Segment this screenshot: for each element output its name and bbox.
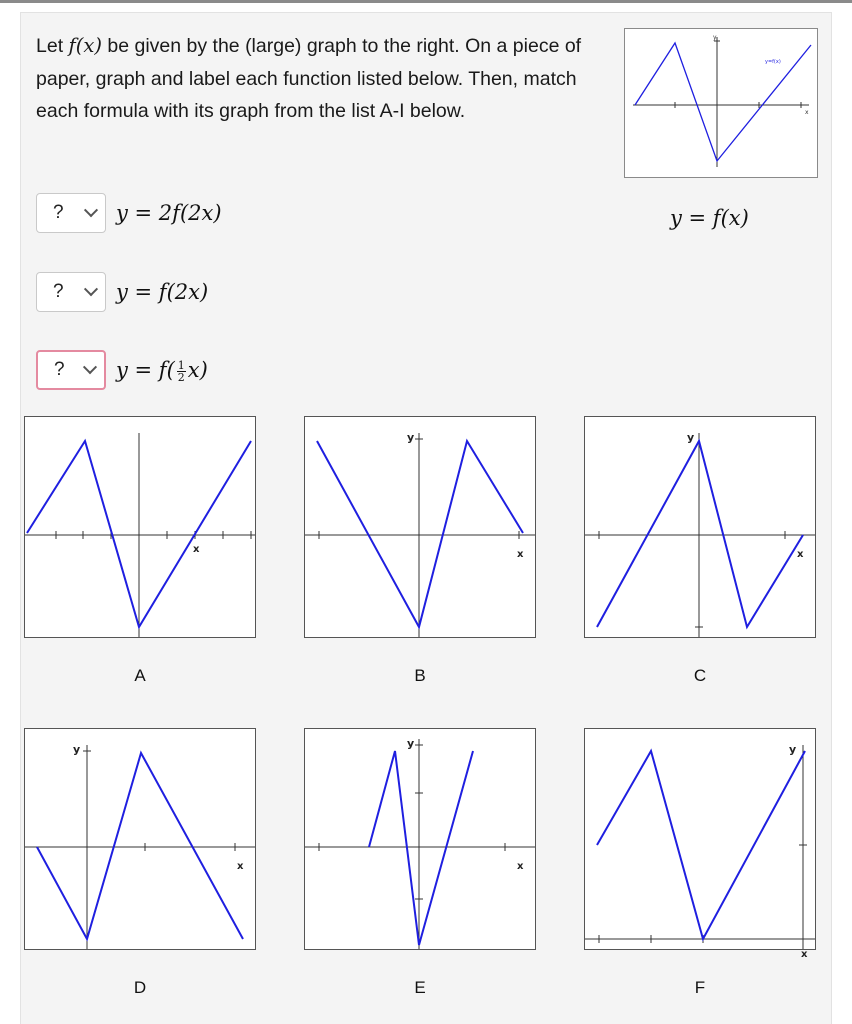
svg-text:x: x bbox=[237, 861, 244, 872]
graph-f bbox=[584, 728, 816, 960]
svg-text:y: y bbox=[407, 431, 415, 444]
svg-text:y: y bbox=[73, 743, 81, 756]
chevron-down-icon bbox=[84, 203, 98, 217]
svg-text:x: x bbox=[517, 861, 524, 872]
main-curve-label: y=f(x) bbox=[765, 59, 781, 65]
question-row-1 bbox=[36, 191, 222, 235]
graph-f-label: F bbox=[694, 978, 706, 997]
answer-select-2[interactable] bbox=[36, 272, 106, 312]
graph-e bbox=[304, 728, 536, 950]
graph-a bbox=[24, 416, 256, 638]
graph-c bbox=[584, 416, 816, 638]
formula-1: y = 2f(2x) bbox=[116, 201, 222, 225]
svg-text:x: x bbox=[801, 949, 808, 960]
top-border bbox=[0, 0, 852, 3]
select-value: ? bbox=[53, 202, 64, 223]
answer-select-1[interactable] bbox=[36, 193, 106, 233]
graph-d-label: D bbox=[133, 978, 147, 997]
question-row-2 bbox=[36, 270, 208, 314]
graph-b bbox=[304, 416, 536, 638]
graph-a-label: A bbox=[134, 666, 146, 685]
main-x-label: x bbox=[805, 109, 809, 116]
select-value: ? bbox=[54, 359, 65, 380]
main-graph bbox=[624, 28, 818, 178]
svg-text:y: y bbox=[407, 737, 415, 750]
graph-d bbox=[24, 728, 256, 950]
chevron-down-icon bbox=[84, 282, 98, 296]
fraction-one-half: $\frac{1}{2}$ bbox=[177, 358, 185, 384]
select-value: ? bbox=[53, 281, 64, 302]
main-y-label: y bbox=[713, 34, 717, 41]
intro-text bbox=[36, 30, 596, 128]
intro-part-2: be given by the (large) graph to the right. On a piece of paper, graph and label each function listed below. Then, match each formula with its graph from the list A-I below. bbox=[36, 35, 582, 122]
main-curve bbox=[635, 43, 811, 161]
svg-text:x: x bbox=[517, 549, 524, 560]
graph-c-label: C bbox=[693, 666, 707, 685]
intro-fx: f(x) bbox=[68, 34, 102, 57]
answer-select-3[interactable] bbox=[36, 350, 106, 390]
svg-text:y: y bbox=[687, 431, 695, 444]
graph-b-label: B bbox=[414, 666, 426, 685]
graph-e-label: E bbox=[414, 978, 426, 997]
main-graph-label: y = f(x) bbox=[670, 206, 749, 230]
svg-text:x: x bbox=[193, 544, 200, 555]
svg-text:y: y bbox=[789, 743, 797, 756]
svg-text:x: x bbox=[797, 549, 804, 560]
formula-2: y = f(2x) bbox=[116, 280, 209, 304]
intro-part-1: Let bbox=[36, 35, 69, 57]
question-row-3 bbox=[36, 348, 208, 392]
formula-3: y = f( $\frac{1}{2}$ x) bbox=[116, 357, 208, 384]
chevron-down-icon bbox=[83, 360, 97, 374]
main-graph-svg bbox=[625, 29, 817, 177]
